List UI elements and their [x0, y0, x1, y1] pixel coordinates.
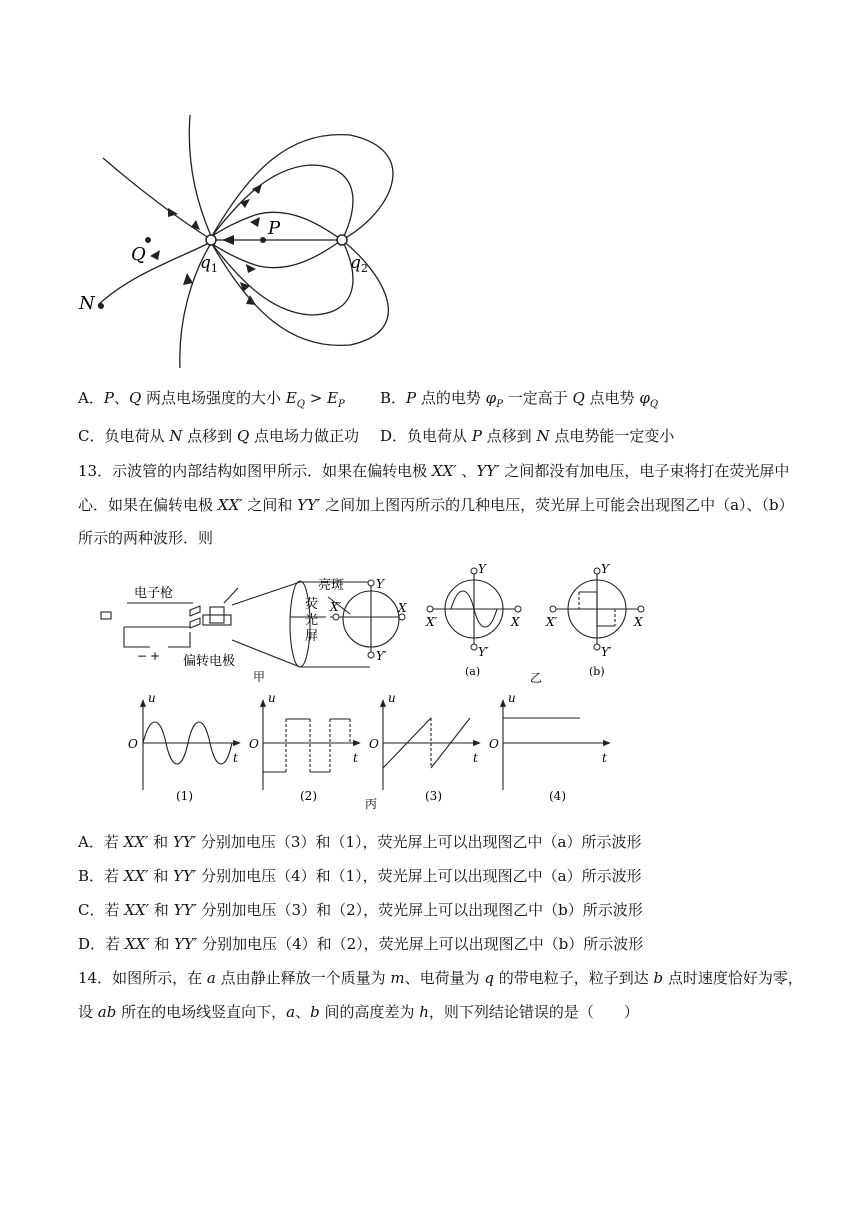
svg-text:t: t [353, 751, 358, 765]
q12-option-a: A．P、Q 两点电场强度的大小 $E_Q > E_P$ [78, 389, 345, 410]
svg-text:X: X [398, 601, 407, 615]
svg-text:Y′: Y′ [376, 649, 387, 663]
svg-text:Y′: Y′ [601, 645, 612, 659]
svg-text:u: u [268, 691, 276, 705]
arrow-mark [183, 273, 193, 285]
svg-text:O: O [249, 737, 259, 751]
svg-text:X′: X′ [546, 615, 558, 629]
q13-stem-line3: 所示的两种波形．则 [78, 529, 214, 547]
arrow-mark [150, 250, 160, 260]
svg-text:O: O [128, 737, 138, 751]
svg-text:u: u [508, 691, 516, 705]
q13-option-d: D．若 XX′ 和 YY′ 分别加电压（4）和（2），荧光屏上可以出现图乙中（b）所示波形 [78, 935, 644, 953]
svg-text:(b): (b) [589, 665, 605, 678]
arrow-mark [250, 217, 260, 227]
svg-text:荧: 荧 [305, 597, 319, 612]
svg-text:Y: Y [478, 562, 486, 576]
q12-option-b: B．P 点的电势 $\varphi_P$ 一定高于 Q 点电势 $\varphi_Q$ [380, 389, 659, 410]
svg-text:电子枪: 电子枪 [134, 586, 174, 601]
svg-text:t: t [233, 751, 238, 765]
svg-text:光: 光 [305, 613, 319, 628]
figure-bing-voltages [125, 690, 625, 810]
q13-option-c: C．若 XX′ 和 YY′ 分别加电压（3）和（2），荧光屏上可以出现图乙中（b）所示波形 [78, 901, 643, 919]
svg-text:u: u [148, 691, 156, 705]
svg-text:u: u [388, 691, 396, 705]
q12-option-d: D．负电荷从 P 点移到 N 点电势能一定变小 [380, 427, 675, 445]
svg-text:(2): (2) [300, 789, 317, 803]
svg-text:偏转电极: 偏转电极 [183, 654, 236, 669]
svg-text:丙: 丙 [365, 797, 378, 810]
q14-stem-line2: 设 ab 所在的电场线竖直向下，a、b 间的高度差为 h，则下列结论错误的是（ ） [78, 1003, 639, 1021]
svg-text:甲: 甲 [253, 670, 266, 684]
field-line [212, 135, 393, 240]
svg-text:亮斑: 亮斑 [318, 578, 345, 593]
svg-text:屏: 屏 [305, 629, 319, 644]
point-N [98, 303, 104, 309]
svg-text:X′: X′ [426, 615, 438, 629]
svg-text:+: + [150, 649, 161, 663]
point-P [260, 237, 266, 243]
label-q2: $q_2$ [350, 253, 368, 275]
field-line [212, 240, 342, 268]
svg-text:t: t [602, 751, 607, 765]
charge-q2 [337, 235, 347, 245]
figure-jia-oscilloscope [95, 570, 425, 685]
svg-text:Y: Y [601, 562, 609, 576]
svg-text:(3): (3) [425, 789, 442, 803]
charge-q1 [206, 235, 216, 245]
gun-body [101, 612, 111, 619]
label-P: P [268, 218, 281, 239]
q12-option-c: C．负电荷从 N 点移到 Q 点电场力做正功 [78, 427, 360, 445]
svg-text:(1): (1) [176, 789, 193, 803]
arrow-mark [252, 184, 262, 194]
label-N: N [79, 293, 95, 314]
svg-text:(a): (a) [465, 665, 481, 678]
svg-text:乙: 乙 [530, 671, 543, 685]
field-line [189, 115, 211, 236]
q13-option-a: A．若 XX′ 和 YY′ 分别加电压（3）和（1），荧光屏上可以出现图乙中（a）所示波形 [78, 833, 642, 851]
label-q1: $q_1$ [200, 253, 218, 275]
point-Q [145, 237, 151, 243]
field-lines-figure [70, 105, 420, 375]
svg-text:(4): (4) [549, 789, 566, 803]
svg-text:X′: X′ [330, 600, 342, 614]
svg-text:−: − [137, 649, 148, 663]
arrow-mark [240, 199, 250, 208]
arrow-mark [191, 220, 200, 230]
svg-text:X: X [634, 615, 643, 629]
svg-text:O: O [369, 737, 379, 751]
figure-yi-screens [425, 560, 650, 685]
svg-text:Y′: Y′ [478, 645, 489, 659]
arrow-mark [240, 282, 250, 292]
q13-option-b: B．若 XX′ 和 YY′ 分别加电压（4）和（1），荧光屏上可以出现图乙中（a）所示波形 [78, 867, 642, 885]
graph2-square [263, 719, 350, 772]
label-Q: Q [131, 244, 146, 265]
arrow-mark [222, 235, 234, 245]
field-line [98, 243, 209, 305]
svg-text:t: t [473, 751, 478, 765]
svg-text:O: O [489, 737, 499, 751]
svg-text:X: X [511, 615, 520, 629]
q13-stem-line1: 13．示波管的内部结构如图甲所示．如果在偏转电极 XX′ 、YY′ 之间都没有加电压，电子束将打在荧光屏中 [78, 462, 790, 480]
q14-stem-line1: 14．如图所示，在 a 点由静止释放一个质量为 m、电荷量为 q 的带电粒子，粒子到达 b 点时速度恰好为零， [78, 969, 803, 987]
q13-stem-line2: 心．如果在偏转电极 XX′ 之间和 YY′ 之间加上图丙所示的几种电压，荧光屏上可能会出现图乙中（a）、（b） [78, 496, 794, 514]
field-line [212, 240, 388, 345]
svg-text:Y: Y [376, 577, 384, 591]
